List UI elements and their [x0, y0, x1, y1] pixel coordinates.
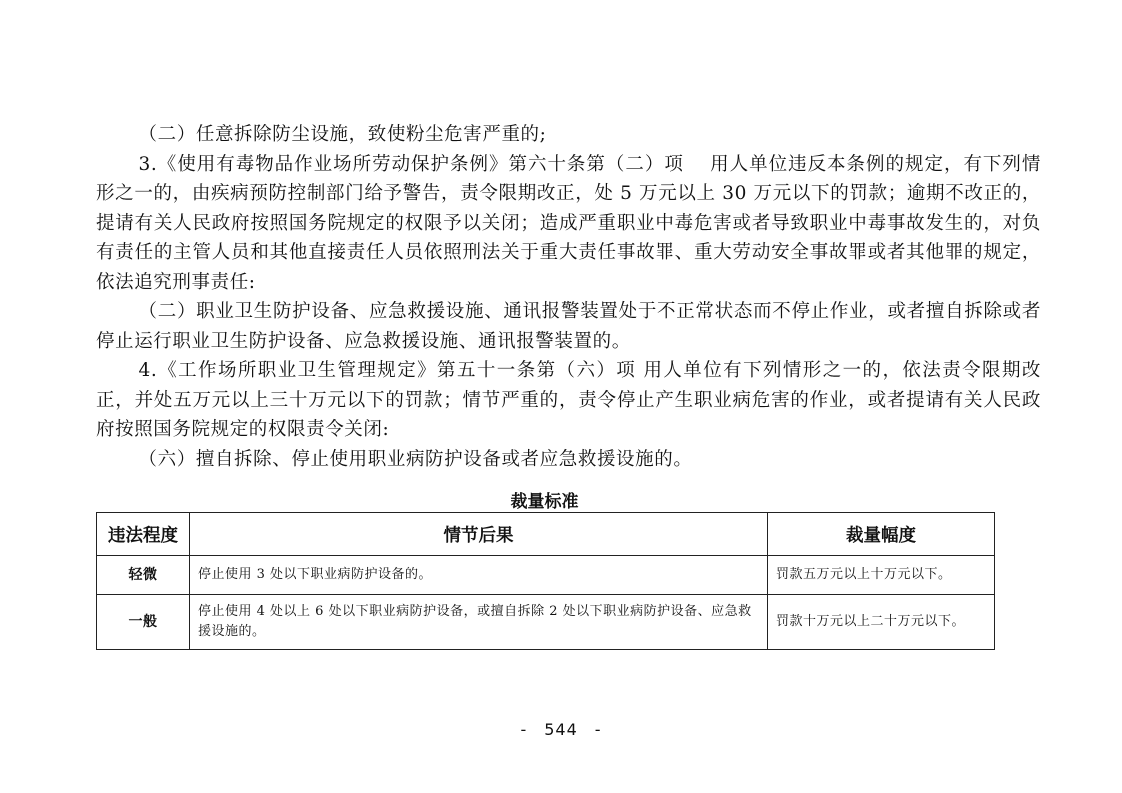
cell-range: 罚款十万元以上二十万元以下。 — [768, 595, 995, 650]
document-body — [96, 120, 1041, 474]
cell-range: 罚款五万元以上十万元以下。 — [768, 556, 995, 595]
header-violation-degree: 违法程度 — [97, 513, 190, 556]
cell-level: 轻微 — [97, 556, 190, 595]
cell-level: 一般 — [97, 595, 190, 650]
page-number: - 544 - — [520, 720, 602, 739]
paragraph-item-2-dust: （二）任意拆除防尘设施，致使粉尘危害严重的; — [138, 124, 547, 145]
paragraph-item-2-equipment: （二）职业卫生防护设备、应急救援设施、通讯报警装置处于不正常状态而不停止作业，或者擅自拆除或者停止运行职业卫生防护设备、应急救援设施、通讯报警装置的。 — [96, 301, 1041, 352]
table-header-row — [97, 513, 995, 556]
table-row — [97, 595, 995, 650]
table-row — [97, 556, 995, 595]
header-penalty-range: 裁量幅度 — [768, 513, 995, 556]
table-title: 裁量标准 — [510, 492, 579, 512]
cell-consequence: 停止使用 4 处以上 6 处以下职业病防护设备，或擅自拆除 2 处以下职业病防护设备、应急救援设施的。 — [190, 595, 768, 650]
paragraph-article-51: 4.《工作场所职业卫生管理规定》第五十一条第（六）项 用人单位有下列情形之一的，依法责令限期改正，并处五万元以上三十万元以下的罚款；情节严重的，责令停止产生职业病危害的作业，或者提请有关人民政府按照国务院规定的权限责令关闭: — [96, 360, 1041, 440]
header-circumstances: 情节后果 — [190, 513, 768, 556]
paragraph-item-6: （六）擅自拆除、停止使用职业病防护设备或者应急救援设施的。 — [138, 448, 693, 470]
cell-consequence: 停止使用 3 处以下职业病防护设备的。 — [190, 556, 768, 595]
discretion-standard-table — [96, 512, 995, 650]
paragraph-article-60: 3.《使用有毒物品作业场所劳动保护条例》第六十条第（二）项 用人单位违反本条例的规定，有下列情形之一的，由疾病预防控制部门给予警告，责令限期改正，处 5 万元以上 30 万元以下的罚款；逾期不改正的，提请有关人民政府按照国务院规定的权限予以关闭；造成严重职业中毒危害或者导致职业中毒事故发生的，对负有责任的主管人员和其他直接责任人员依照刑法关于重大责任事故罪、重大劳动安全事故罪或者其他罪的规定，依法追究刑事责任: — [96, 153, 1041, 293]
